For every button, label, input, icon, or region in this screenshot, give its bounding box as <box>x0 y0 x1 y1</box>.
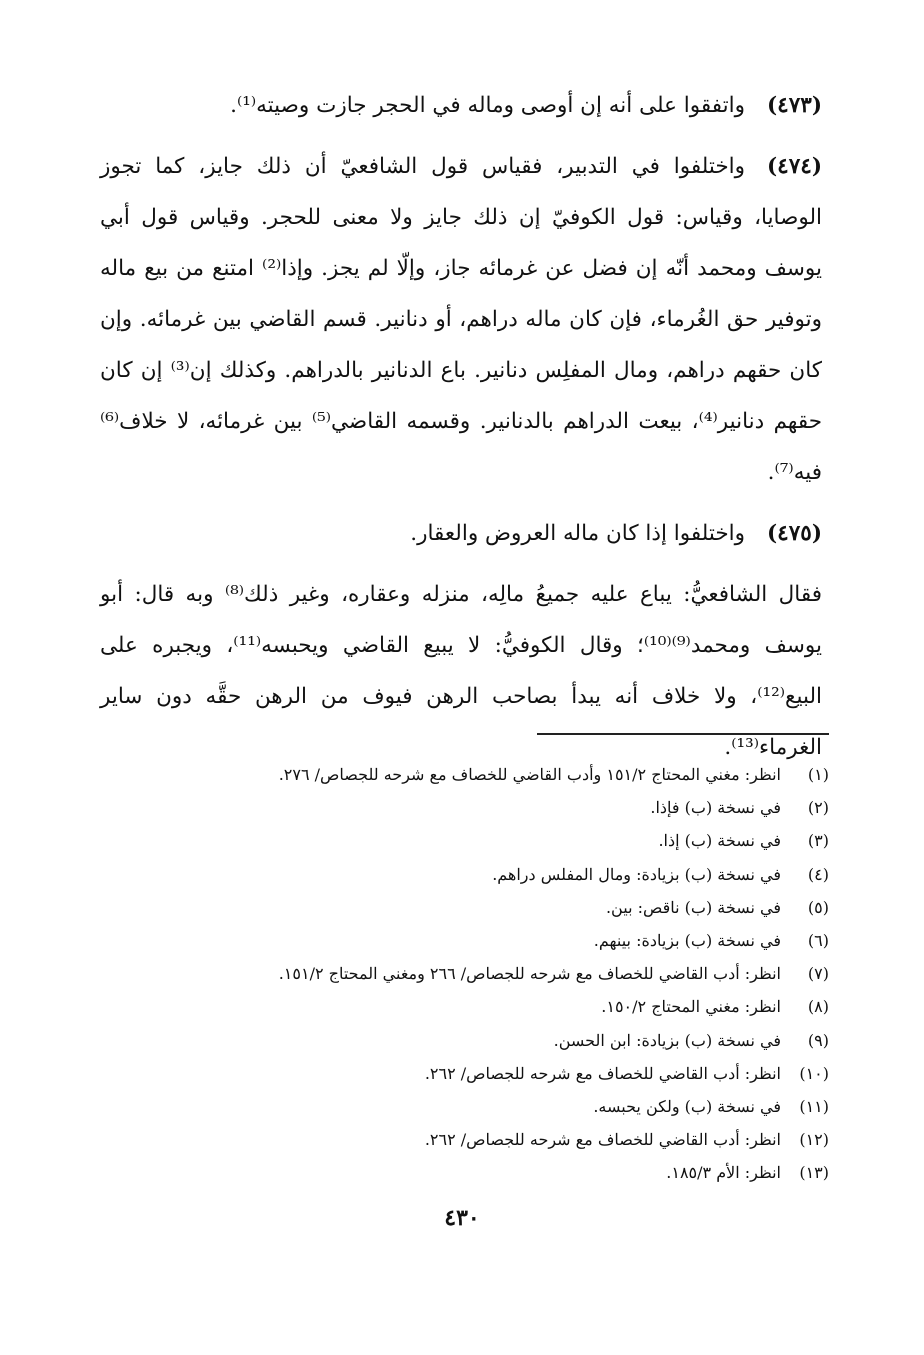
paragraph-text: واختلفوا في التدبير، فقياس قول الشافعيّ أن ذلك جايز، كما تجوز الوصايا، وقياس: قول الكوفيّ إن ذلك جايز ولا معنى للحجر. وقياس قول أبي يوسف ومحمد أنّه إن فضل عن غرمائه جاز، وإلّا لم يجز. وإذا⁽²⁾ امتنع من بيع ماله وتوفير حق الغُرماء، فإن كان ماله دراهم، أو دنانير. قسم القاضي بين غرمائه. وإن كان حقهم دراهم، ومال المفلِس دنانير. باع الدنانير بالدراهم. وكذلك إن⁽³⁾ إن كان حقهم دنانير⁽⁴⁾، بيعت الدراهم بالدنانير. وقسمه القاضي⁽⁵⁾ بين غرمائه، لا خلاف⁽⁶⁾ فيه⁽⁷⁾. <box>100 154 823 485</box>
footnote-text: انظر: مغني المحتاج ١٥٠/٢. <box>601 997 781 1017</box>
footnote-number: (١١) <box>799 1097 829 1117</box>
paragraph-text: واختلفوا إذا كان ماله العروض والعقار. <box>410 521 745 546</box>
footnote-divider <box>537 733 829 735</box>
footnote-text: انظر: أدب القاضي للخصاف مع شرحه للجصاص/ ٢٦٢. <box>424 1063 781 1083</box>
footnote <box>100 1156 829 1189</box>
footnote-text: في نسخة (ب) إذا. <box>658 831 781 851</box>
footnote <box>100 858 829 891</box>
paragraph-number: (٤٧٥) <box>766 521 822 546</box>
page-number: ٤٣٠ <box>444 1205 480 1231</box>
footnote-number: (١٠) <box>799 1063 829 1083</box>
footnote-text: في نسخة (ب) ناقص: بين. <box>605 897 781 917</box>
footnote-number: (١) <box>807 765 829 784</box>
paragraph-474 <box>100 141 822 498</box>
footnote-number: (٥) <box>807 897 829 917</box>
footnote-number: (١٢) <box>799 1130 829 1150</box>
footnote-text: في نسخة (ب) بزيادة: ومال المفلس دراهم. <box>492 864 781 884</box>
footnote-number: (٢) <box>807 798 829 818</box>
footnote-text: انظر: الأم ١٨٥/٣. <box>666 1163 781 1183</box>
footnote-number: (٧) <box>807 964 829 984</box>
paragraph-473 <box>100 80 822 131</box>
footnote-number: (١٣) <box>799 1163 829 1183</box>
footnote <box>100 891 829 924</box>
paragraph-shafii <box>100 569 822 773</box>
footnote-text: انظر: مغني المحتاج ١٥١/٢ وأدب القاضي للخصاف مع شرحه للجصاص/ ٢٧٦. <box>278 765 781 784</box>
footnote-number: (٩) <box>807 1030 829 1050</box>
footnote <box>100 957 829 990</box>
footnotes <box>100 758 829 1190</box>
footnote-number: (٣) <box>807 831 829 851</box>
footnote <box>100 1024 829 1057</box>
footnote-text: انظر: أدب القاضي للخصاف مع شرحه للجصاص/ ٢٦٢. <box>424 1130 781 1150</box>
footnote <box>100 791 829 824</box>
footnote-text: في نسخة (ب) ولكن يحبسه. <box>593 1097 781 1117</box>
paragraph-text: فقال الشافعيُّ: يباع عليه جميعُ مالِه، منزله وعقاره، وغير ذلك⁽⁸⁾ وبه قال: أبو يوسف ومحمد⁽⁹⁾⁽¹⁰⁾؛ وقال الكوفيُّ: لا يبيع القاضي ويحبسه⁽¹¹⁾، ويجبره على البيع⁽¹²⁾، ولا خلاف أنه يبدأ بصاحب الرهن فيوف من الرهن حقَّه دون ساير الغرماء⁽¹³⁾. <box>100 582 822 760</box>
footnote-number: (٨) <box>807 997 829 1017</box>
footnote <box>100 1090 829 1123</box>
footnote <box>100 1123 829 1156</box>
paragraph-text: واتفقوا على أنه إن أوصى وماله في الحجر جازت وصيته⁽¹⁾. <box>230 93 745 118</box>
paragraph-number: (٤٧٤) <box>766 154 822 179</box>
footnote <box>100 1057 829 1090</box>
footnote <box>100 990 829 1023</box>
footnote-text: انظر: أدب القاضي للخصاف مع شرحه للجصاص/ ٢٦٦ ومغني المحتاج ١٥١/٢. <box>278 964 781 984</box>
footnote-text: في نسخة (ب) بزيادة: ابن الحسن. <box>553 1030 781 1050</box>
footnote-number: (٤) <box>807 864 829 884</box>
footnote <box>100 758 829 791</box>
footnote-text: في نسخة (ب) بزيادة: بينهم. <box>593 931 781 951</box>
paragraph-number: (٤٧٣) <box>766 93 822 118</box>
main-text <box>100 80 822 773</box>
footnote-number: (٦) <box>807 931 829 951</box>
paragraph-475 <box>100 508 822 559</box>
footnote <box>100 824 829 857</box>
footnote <box>100 924 829 957</box>
footnote-text: في نسخة (ب) فإذا. <box>650 798 781 818</box>
